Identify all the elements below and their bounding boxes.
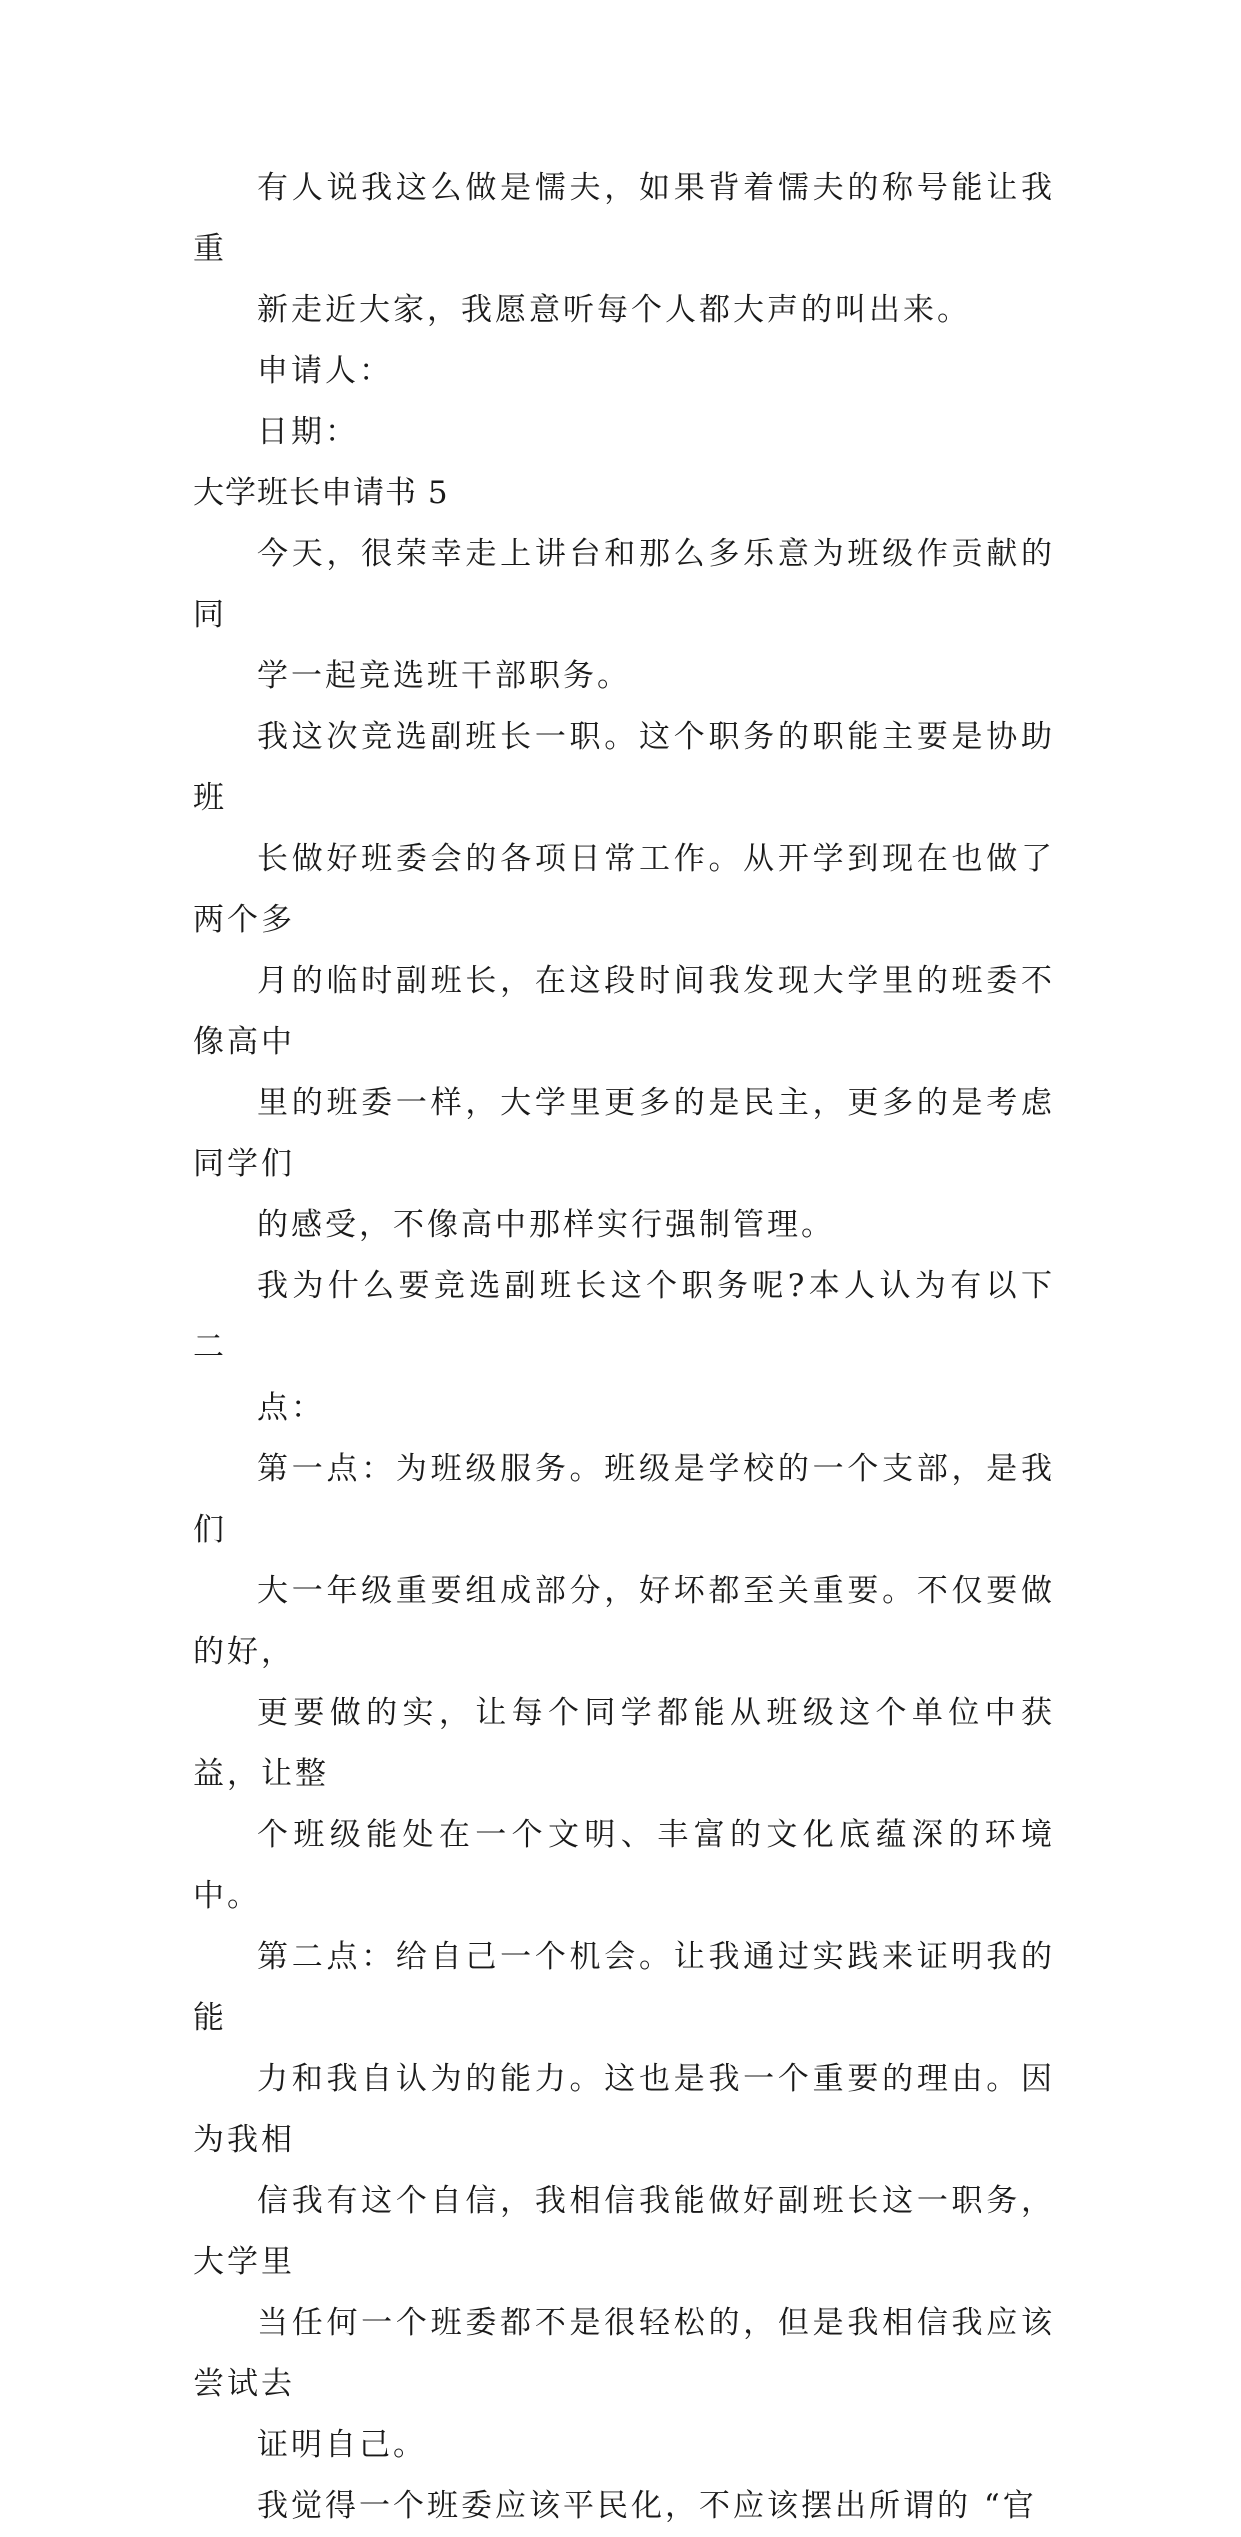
text-line: 的感受，不像高中那样实行强制管理。 bbox=[257, 1207, 835, 1243]
text-line: 第一点：为班级服务。班级是学校的一个支部，是我们 bbox=[193, 1451, 1055, 1548]
text-line: 点： bbox=[257, 1390, 325, 1426]
text-line: 信我有这个自信，我相信我能做好副班长这一职务，大学里 bbox=[193, 2183, 1055, 2280]
applicant-line bbox=[193, 341, 1055, 402]
paragraph-1 bbox=[193, 158, 1055, 341]
text-line: 学一起竞选班干部职务。 bbox=[257, 658, 631, 694]
section-heading-text: 大学班长申请书 5 bbox=[193, 475, 449, 511]
text-line: 长做好班委会的各项日常工作。从开学到现在也做了两个多 bbox=[193, 841, 1055, 938]
text-line: 证明自己。 bbox=[257, 2427, 427, 2463]
text-line: 里的班委一样，大学里更多的是民主，更多的是考虑同学们 bbox=[193, 1085, 1055, 1182]
date-line bbox=[193, 402, 1055, 463]
paragraph-3 bbox=[193, 707, 1055, 1256]
text-line: 我觉得一个班委应该平民化，不应该摆出所谓的 “官 bbox=[257, 2488, 1037, 2524]
paragraph-7 bbox=[193, 2476, 1055, 2537]
text-line: 大一年级重要组成部分，好坏都至关重要。不仅要做的好， bbox=[193, 1573, 1055, 1670]
section-heading bbox=[193, 463, 1055, 524]
text-line: 月的临时副班长，在这段时间我发现大学里的班委不像高中 bbox=[193, 963, 1055, 1060]
text-line: 第二点：给自己一个机会。让我通过实践来证明我的能 bbox=[193, 1939, 1055, 2036]
text-line: 有人说我这么做是懦夫，如果背着懦夫的称号能让我重 bbox=[193, 170, 1055, 267]
text-line: 我这次竞选副班长一职。这个职务的职能主要是协助班 bbox=[193, 719, 1055, 816]
text-line: 当任何一个班委都不是很轻松的，但是我相信我应该尝试去 bbox=[193, 2305, 1055, 2402]
text-line: 我为什么要竞选副班长这个职务呢?本人认为有以下二 bbox=[193, 1268, 1055, 1365]
paragraph-4 bbox=[193, 1256, 1055, 1439]
text-line: 更要做的实，让每个同学都能从班级这个单位中获益，让整 bbox=[193, 1695, 1055, 1792]
text-line: 今天，很荣幸走上讲台和那么多乐意为班级作贡献的同 bbox=[193, 536, 1055, 633]
applicant-label: 申请人： bbox=[257, 353, 393, 389]
paragraph-6 bbox=[193, 1927, 1055, 2476]
paragraph-5 bbox=[193, 1439, 1055, 1927]
date-label: 日期： bbox=[257, 414, 359, 450]
text-line: 个班级能处在一个文明、丰富的文化底蕴深的环境中。 bbox=[193, 1817, 1055, 1914]
paragraph-2 bbox=[193, 524, 1055, 707]
document-body bbox=[193, 158, 1055, 2537]
text-line: 力和我自认为的能力。这也是我一个重要的理由。因为我相 bbox=[193, 2061, 1055, 2158]
text-line: 新走近大家，我愿意听每个人都大声的叫出来。 bbox=[257, 292, 971, 328]
